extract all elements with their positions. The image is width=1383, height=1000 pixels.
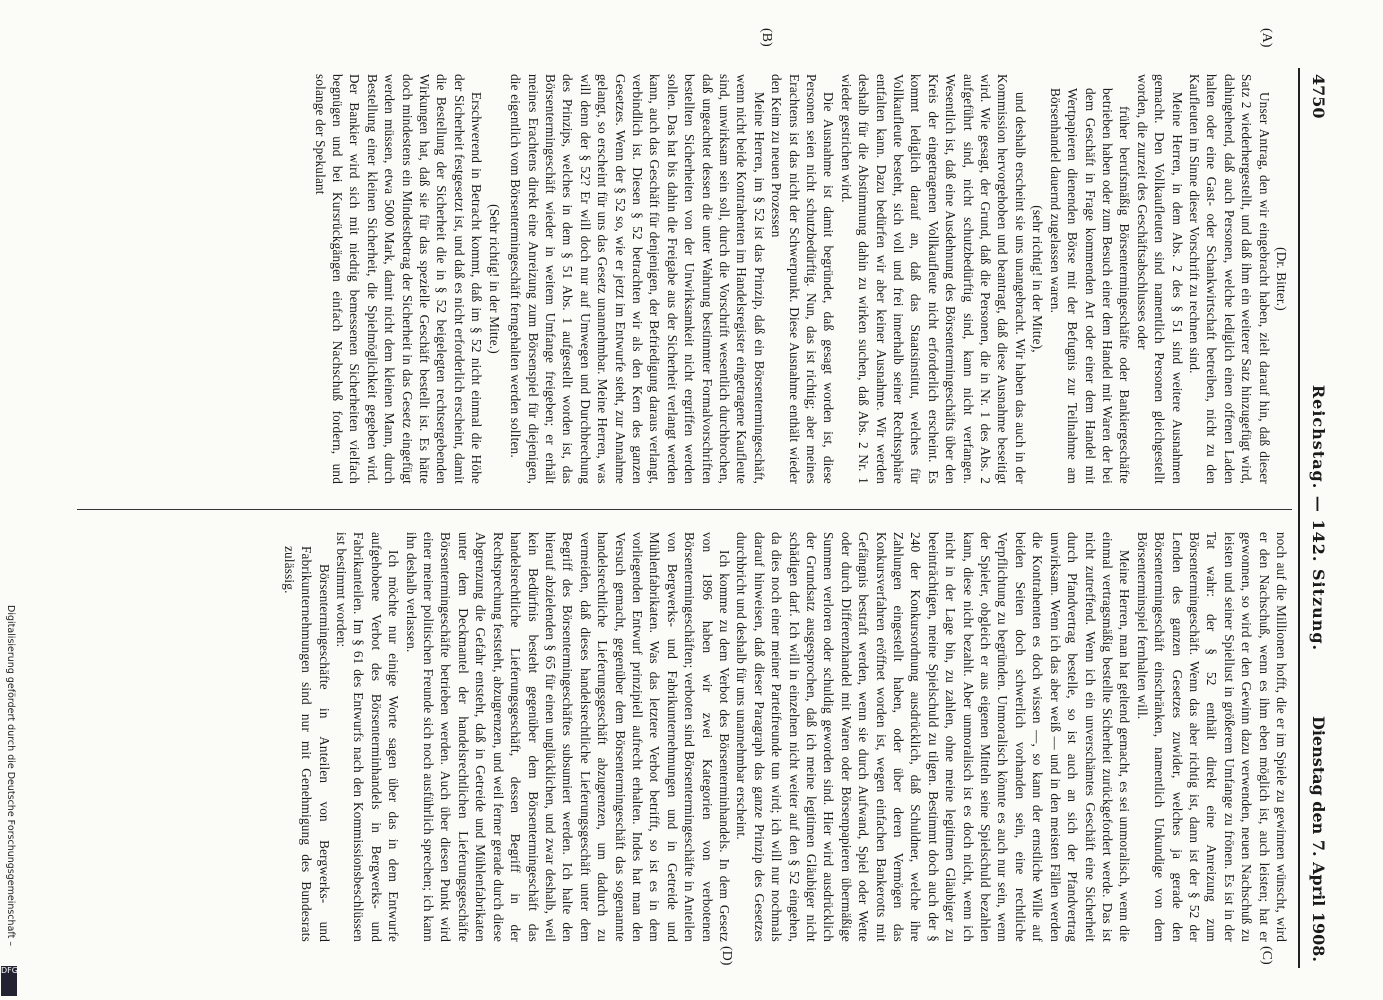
funding-note: Digitalisierung gefördert durch die Deutsche Forschungsgemeinschaft – — [5, 605, 16, 947]
interjection: (Sehr richtig! in der Mitte.) — [486, 204, 502, 354]
margin-marker-b: (B) — [759, 28, 774, 47]
running-header — [1298, 68, 1334, 968]
quoted-paragraph: früher berufsmäßig Börsentermingeschäfte oder Bankiergeschäfte betrieben haben oder zum Besuch einer dem Handel mit Waren der bei dem Geschäft in Frage kommenden Art oder einer dem Handel mit Wertpapieren dienenden Börse mit der Befugnis zur Teilnahme am Börsenhandel dauernd zugelassen waren. — [1047, 88, 1133, 484]
session-date: Dienstag den 7. April 1908. — [1309, 716, 1328, 962]
paragraph: Die Ausnahme ist damit begründet, daß gesagt worden ist, diese Personen seien nicht schutzbedürftig. Nun, das ist richtig; aber meines Erachtens ist das nicht der Schwerpunkt. Diese Ausnahme enthält wieder den Keim zu neuen Prozessen — [769, 74, 837, 484]
dfg-logo: DFG — [1, 966, 17, 996]
margin-marker-d: (D) — [719, 946, 734, 966]
column-divider — [77, 509, 1292, 510]
paragraph: Ich komme zu dem Verbot des Börsenterminhandels. In dem Gesetz von 1896 haben wir zwei Kategorien von verbotenen Börsentermingeschäften; verboten sind Börsentermingeschäfte in Anteilen von Bergwerks- und Fabrikunternehmungen und in Getreide und Mühlenfabrikaten. Was das letztere Verbot betrifft, so ist es in dem vorliegenden Entwurf prinzipiell aufrecht erhalten. Indes hat man den Versuch gemacht, gegenüber dem Börsentermingeschäft das sogenannte handelsrechtliche Lieferungsgeschäft abzugrenzen, um dadurch zu vermeiden, daß dieses handelsrechtliche Lieferungsgeschäft unter dem Begriff des Börsentermingeschäftes subsumiert werden. Ich halte den hierauf abzielenden § 65 für einen unglücklichen, und zwar deshalb, weil kein Bedürfnis besteht gegenüber dem Börsentermingeschäft das handelsrechtliche Lieferungsgeschäft, dessen Begriff in der Rechtsprechung feststeht, abzugrenzen, und weil ferner gerade durch diese Abgrenzung die Gefahr entsteht, daß in Getreide und Mühlenfabrikaten unter dem Deckmantel der handelsrechtlichen Lieferungsgeschäfte Börsentermingeschäfte betrieben werden. Auch über diesen Punkt wird einer meiner politischen Freunde sich noch ausführlich sprechen; ich kann ihn deshalb verlassen. — [403, 532, 732, 942]
page-number: 4750 — [1309, 74, 1328, 119]
interjection: (sehr richtig! in der Mitte), — [1030, 205, 1046, 353]
paragraph: Meine Herren, im § 52 ist das Prinzip, daß ein Börsentermingeschäft, wenn nicht beide Kontrahenten im Handelsregister eingetragene Kaufleute sind, unwirksam sein soll, durch die Vorschrift wesentlich durchbrochen, daß ungeachtet dessen die unter Wahrung bestimmter Formalvorschriften bestellten Sicherheiten von der Unwirksamkeit nicht ergriffen werden sollen. Das hat bis dahin die Freigabe aus der Sicherheit verlangt werden kann, auch das Geschäft für denjenigen, der Befriedigung daraus verlangt, verbindlich ist. Diesen § 52 betrachten wir als den Kern des ganzen Gesetzes. Wenn der § 52 so, wie er jetzt im Entwurfe steht, zur Annahme gelangt, so erscheint für uns das Gesetz unannehmbar. Meine Herren, was will denn der § 52? Er will doch nur auf Umwegen und Durchbrechung des Prinzips, welches in dem § 51 Abs. 1 aufgestellt worden ist, das Börsentermingeschäft wieder in weitem Umfange freigeben; er erhält meines Erachtens direkt eine Anreizung zum Börsenspiel für diejenigen, die eigentlich vom Börsentermingeschäft ferngehalten werden sollten. — [508, 74, 767, 484]
digitization-footer — [2, 605, 20, 1000]
left-column — [80, 74, 1290, 484]
quoted-paragraph: Börsentermingeschäfte in Anteilen von Bergwerks- und Fabrikunternehmungen sind nur mit Genehmigung des Bundesrats zulässig. — [281, 546, 332, 942]
speaker-label: (Dr. Bitter.) — [1274, 247, 1289, 311]
paragraph: Meine Herren, man hat geltend gemacht, es sei unmoralisch, wenn die einmal vertragsmäßig bestellte Sicherheit zurückgefordert werde. Das ist nicht zutreffend. Wenn ich ein unverschämtes Geschäft eine Sicherheit durch Pfandvertrag bestelle, so ist auch an sich der Pfandvertrag unwirksam. Wenn ich das aber weiß — und in den meisten Fällen werden die Kontrahenten es doch wissen —, so kann der ernstliche Wille auf beiden Seiten doch schwerlich vorhanden sein, eine rechtliche Verpflichtung zu begründen. Unmoralisch könnte es auch nur sein, wenn der Spieler, obgleich er aus eigenen Mitteln seine Spielschuld bezahlen kann, diese nicht bezahlt. Aber unmoralisch ist es doch nicht, wenn ich nicht in der Lage bin, zu zahlen, ohne meine legitimen Gläubiger zu beeinträchtigen, meine Spielschuld zu tilgen. Bestimmt doch auch der § 240 der Konkursordnung ausdrücklich, daß Schuldner, welche ihre Zahlungen eingestellt haben, oder über deren Vermögen das Konkursverfahren eröffnet worden ist, wegen einfachen Bankerotts mit Gefängnis bestraft werden, wenn sie durch Aufwand, Spiel oder Wette oder durch Differenzhandel mit Waren oder Börsenpapieren übermäßige Summen verloren oder schuldig geworden sind. Hier wird ausdrücklich der Grundsatz ausgesprochen, daß ich meine legitimen Gläubiger nicht schädigen darf. Ich will in einzelnen nicht weiter auf den § 52 eingehen, da dies noch einer meiner Parteifreunde tun wird; ich will nur nochmals darauf hinweisen, daß dieser Paragraph das ganze Prinzip des Gesetzes durchbricht und deshalb für uns unannehmbar erscheint. — [734, 532, 1133, 942]
paragraph: Meine Herren, in dem Abs. 2 des § 51 sind weitere Ausnahmen gemacht. Den Vollkaufleuten sind namentlich Personen gleichgestellt worden, die zurzeit des Geschäftsabschlusses oder — [1134, 74, 1185, 484]
margin-marker-c: (C) — [1259, 946, 1274, 965]
paragraph: noch auf die Millionen hofft, die er im Spiele zu gewinnen wünscht, wird er den Nachschuß, wenn es ihm eben möglich ist, auch leisten; hat er gewonnen, so wird er den Gewinn dazu verwenden, neuen Nachschuß zu leisten und seiner Spiellust in größerem Umfange zu frönen. Es ist in der Tat wahr: der § 52 enthält direkt eine Anreizung zum Börsentermingeschäft. Wenn das aber richtig ist, dann ist der § 52 der Lenden des ganzen Gesetzes zuwider, welches ja gerade den Börsentermingeschäft einschränken, namentlich Unkundige von dem Börsenterminspiel fernhalten will. — [1134, 532, 1289, 942]
paragraph: und deshalb erscheint sie uns unangebracht. Wir haben das auch in der Kommission hervorgehoben und beantragt, daß diese Ausnahme beseitigt wird. Wie gesagt, der Grund, daß die Personen, die in Nr. 1 des Abs. 2 aufgeführt sind, nicht schutzbedürftig sind, kann nicht verfangen. Wesentlich ist, daß eine Ausdehnung des Börsentermingeschäfts über den Kreis der eingetragenen Vollkaufleute nicht erforderlich erscheint. Es kommt lediglich darauf an, daß das Staatsinstitut, welches für Vollkaufleute besteht, sich voll und frei innerhalb seiner Rechtssphäre entfalten kann. Dazu bedürfen wir aber keiner Ausnahme. Wir werden deshalb für die Abstimmung dahin zu wirken suchen, daß Abs. 2 Nr. 1 wieder gestrichen wird. — [838, 74, 1028, 484]
session-title: Reichstag. — 142. Sitzung. — [1309, 384, 1328, 652]
paragraph: Unser Antrag, den wir eingebracht haben, zielt darauf hin, daß dieser Satz 2 wiederhergestellt, und daß ihm ein weiterer Satz hinzugefügt wird, dahingehend, daß auch Personen, welche lediglich einen offenen Laden halten oder eine Gast- oder Schankwirtschaft betreiben, nicht zu den Kaufleuten im Sinne dieser Vorschrift zu rechnen sind. — [1186, 74, 1272, 484]
right-column — [80, 532, 1290, 942]
paragraph: Ich möchte nur einige Worte sagen über das in dem Entwurfe aufgehobene Verbot des Börsenterminhandels in Bergwerks- und Fabrikanteilen. Im § 61 des Entwurfs nach den Kommissionsbeschlüssen ist bestimmt worden: — [334, 532, 402, 942]
rotated-page-content — [72, 28, 1334, 968]
margin-marker-a: (A) — [1259, 28, 1274, 48]
paragraph: Erschwerend in Betracht kommt, daß im § 52 nicht einmal die Höhe der Sicherheit festgesetzt ist, und daß es nicht erforderlich erscheint, damit die Bestellung der Sicherheit die in § 52 beigelegten rechtsergebenden Wirkungen hat, daß sie für das spezielle Geschäft bestellt ist. Es hätte doch mindestens ein Mindestbetrag der Sicherheit in das Gesetz eingefügt werden müssen, etwa 5000 Mark, damit nicht dem kleinen Mann, durch Bestellung einer kleinen Sicherheit, die Spielmöglichkeit gegeben wird. Der Bankier wird sich mit niedrig bemessenen Sicherheiten vielfach begnügen und bei Kursrückgängen einfach Nachschuß fordern, und solange der Spekulant — [312, 74, 485, 484]
